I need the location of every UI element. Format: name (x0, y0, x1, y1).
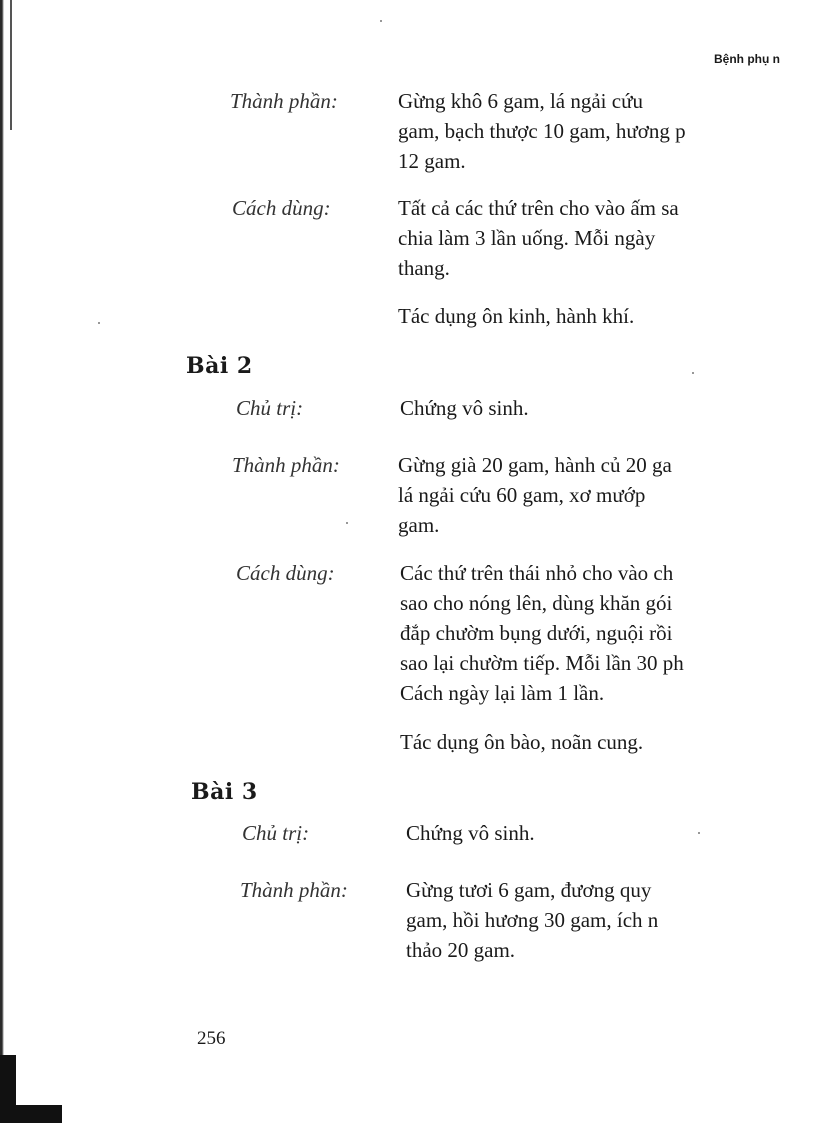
text-line: Gừng tươi 6 gam, đương quy (406, 878, 652, 902)
bai2-tac-dung: Tác dụng ôn bào, noãn cung. (400, 730, 644, 754)
text-chu-tri: Chứng vô sinh. (406, 821, 535, 845)
text-line: Gừng khô 6 gam, lá ngải cứu (398, 89, 643, 113)
text-line: gam. (398, 513, 440, 537)
page-number: 256 (197, 1028, 226, 1049)
block1-tac-dung: Tác dụng ôn kinh, hành khí. (398, 304, 635, 328)
text-thanh-phan (398, 450, 672, 540)
scan-edge (0, 0, 4, 1123)
scan-speck (692, 372, 694, 374)
text-line: Cách ngày lại làm 1 lần. (400, 681, 605, 705)
heading-bai-3: Bài 3 (191, 779, 258, 805)
text-chu-tri: Chứng vô sinh. (400, 396, 529, 420)
text-line: sao lại chườm tiếp. Mỗi lần 30 ph (400, 651, 684, 675)
scan-speck (380, 20, 382, 22)
scan-corner (0, 1105, 62, 1123)
label-chu-tri: Chủ trị: (236, 396, 304, 420)
scan-edge-mark (10, 0, 12, 130)
text-line: đắp chườm bụng dưới, nguội rồi (400, 621, 673, 645)
text-line: 12 gam. (398, 149, 466, 173)
text-line: chia làm 3 lần uống. Mỗi ngày (398, 226, 656, 250)
heading-bai-2: Bài 2 (186, 353, 253, 379)
label-cach-dung: Cách dùng: (232, 196, 331, 220)
text-line: sao cho nóng lên, dùng khăn gói (400, 591, 673, 615)
text-line: gam, hồi hương 30 gam, ích n (406, 908, 659, 932)
text-line: Tất cả các thứ trên cho vào ấm sa (398, 196, 679, 220)
text-line: thảo 20 gam. (406, 938, 516, 962)
running-header: Bệnh phụ n (714, 52, 780, 66)
label-thanh-phan: Thành phần: (240, 878, 348, 902)
text-thanh-phan (406, 875, 658, 965)
scan-corner-tick (0, 1055, 16, 1105)
label-cach-dung: Cách dùng: (236, 561, 335, 585)
label-thanh-phan: Thành phần: (230, 89, 338, 113)
scan-speck (98, 322, 100, 324)
scan-speck (346, 522, 348, 524)
label-chu-tri: Chủ trị: (242, 821, 310, 845)
text-line: lá ngải cứu 60 gam, xơ mướp (398, 483, 646, 507)
label-thanh-phan: Thành phần: (232, 453, 340, 477)
text-line: gam, bạch thược 10 gam, hương p (398, 119, 686, 143)
text-line: Gừng già 20 gam, hành củ 20 ga (398, 453, 672, 477)
text-line: thang. (398, 256, 450, 280)
scan-speck (698, 832, 700, 834)
text-line: Các thứ trên thái nhỏ cho vào ch (400, 561, 674, 585)
text-cach-dung (398, 193, 679, 283)
text-cach-dung (400, 558, 684, 708)
text-thanh-phan (398, 86, 686, 176)
